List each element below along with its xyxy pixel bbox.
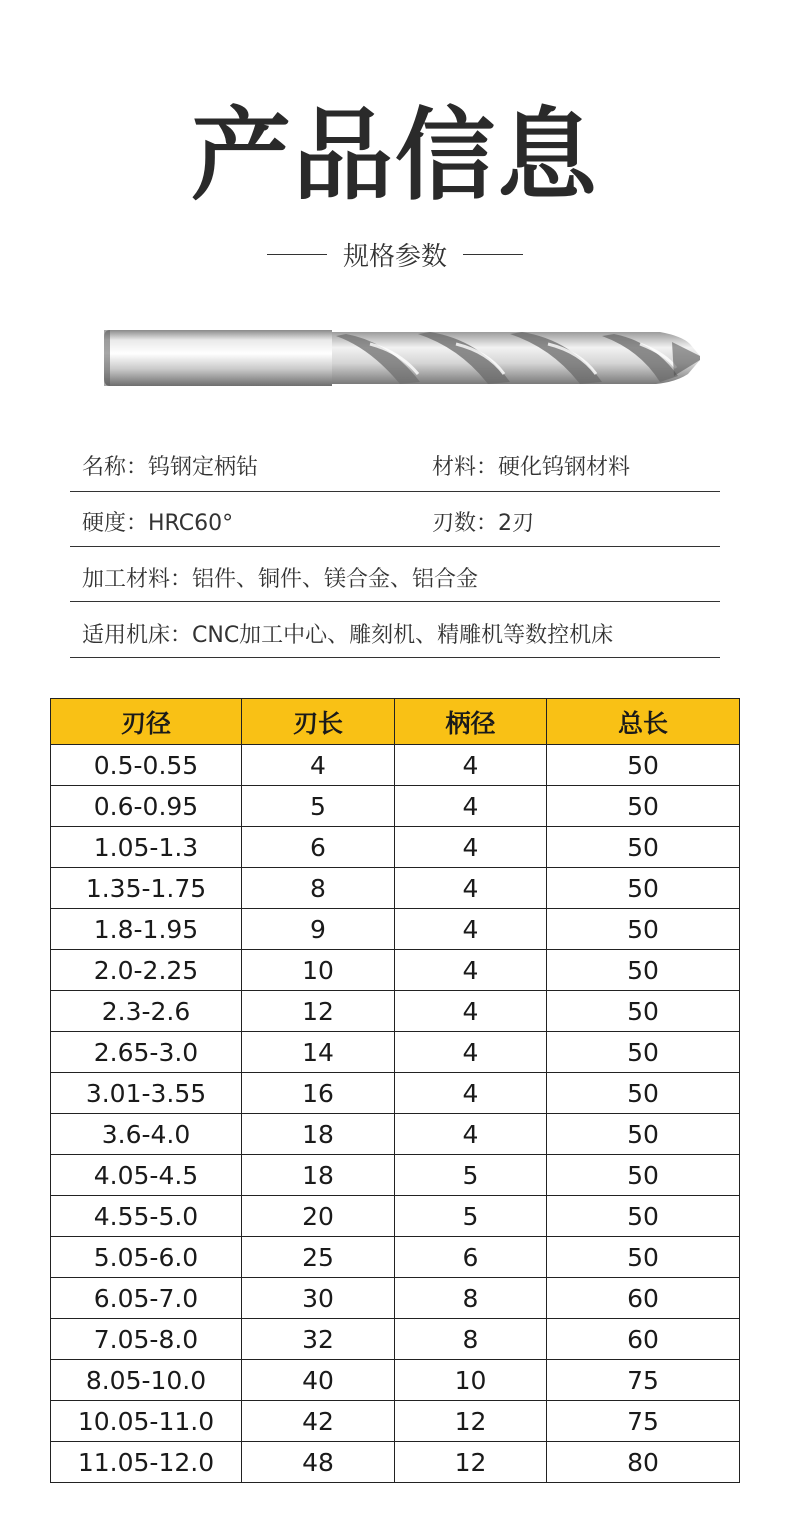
cell-shank-diameter: 4 — [395, 991, 547, 1032]
spec-row-workpiece — [70, 552, 720, 602]
cell-total-length: 50 — [547, 1237, 740, 1278]
cell-blade-length: 48 — [242, 1442, 395, 1483]
cell-total-length: 50 — [547, 1114, 740, 1155]
divider-right — [463, 254, 523, 255]
table-row — [51, 1114, 740, 1155]
spec-applicable-machines: 适用机床：CNC加工中心、雕刻机、精雕机等数控机床 — [82, 623, 614, 648]
spec-row-machines — [70, 608, 720, 658]
table-row — [51, 745, 740, 786]
cell-total-length: 50 — [547, 745, 740, 786]
cell-shank-diameter: 8 — [395, 1319, 547, 1360]
cell-blade-length: 9 — [242, 909, 395, 950]
spec-name: 名称：钨钢定柄钻 — [82, 455, 259, 480]
cell-shank-diameter: 4 — [395, 909, 547, 950]
table-row — [51, 1360, 740, 1401]
cell-total-length: 75 — [547, 1360, 740, 1401]
cell-blade-length: 30 — [242, 1278, 395, 1319]
divider-left — [267, 254, 327, 255]
cell-total-length: 50 — [547, 909, 740, 950]
table-row — [51, 1073, 740, 1114]
table-row — [51, 1032, 740, 1073]
cell-blade-length: 40 — [242, 1360, 395, 1401]
table-row — [51, 786, 740, 827]
cell-shank-diameter: 12 — [395, 1442, 547, 1483]
table-row — [51, 1237, 740, 1278]
table-header-row — [51, 699, 740, 745]
cell-shank-diameter: 10 — [395, 1360, 547, 1401]
cell-total-length: 50 — [547, 950, 740, 991]
cell-total-length: 50 — [547, 786, 740, 827]
cell-blade-length: 20 — [242, 1196, 395, 1237]
cell-total-length: 50 — [547, 827, 740, 868]
table-row — [51, 1155, 740, 1196]
cell-shank-diameter: 5 — [395, 1196, 547, 1237]
cell-shank-diameter: 12 — [395, 1401, 547, 1442]
cell-blade-diameter: 5.05-6.0 — [51, 1237, 242, 1278]
cell-blade-diameter: 7.05-8.0 — [51, 1319, 242, 1360]
cell-shank-diameter: 4 — [395, 786, 547, 827]
cell-blade-diameter: 4.05-4.5 — [51, 1155, 242, 1196]
cell-shank-diameter: 4 — [395, 868, 547, 909]
cell-total-length: 80 — [547, 1442, 740, 1483]
cell-shank-diameter: 6 — [395, 1237, 547, 1278]
col-header-shank-diameter: 柄径 — [395, 699, 547, 745]
cell-blade-length: 32 — [242, 1319, 395, 1360]
table-row — [51, 1196, 740, 1237]
table-row — [51, 1442, 740, 1483]
table-row — [51, 950, 740, 991]
spec-workpiece-material: 加工材料：铝件、铜件、镁合金、铝合金 — [82, 567, 479, 592]
cell-shank-diameter: 4 — [395, 1114, 547, 1155]
cell-total-length: 50 — [547, 1196, 740, 1237]
cell-blade-diameter: 0.6-0.95 — [51, 786, 242, 827]
cell-blade-length: 25 — [242, 1237, 395, 1278]
cell-blade-diameter: 10.05-11.0 — [51, 1401, 242, 1442]
spec-table — [50, 698, 740, 1483]
table-row — [51, 1319, 740, 1360]
table-row — [51, 827, 740, 868]
section-heading — [0, 236, 790, 272]
cell-total-length: 50 — [547, 1073, 740, 1114]
cell-total-length: 50 — [547, 991, 740, 1032]
spec-flutes: 刃数：2刃 — [432, 511, 534, 536]
table-body — [51, 745, 740, 1483]
cell-shank-diameter: 4 — [395, 1032, 547, 1073]
cell-total-length: 50 — [547, 1155, 740, 1196]
cell-blade-length: 16 — [242, 1073, 395, 1114]
cell-blade-length: 14 — [242, 1032, 395, 1073]
cell-blade-diameter: 11.05-12.0 — [51, 1442, 242, 1483]
cell-blade-diameter: 2.3-2.6 — [51, 991, 242, 1032]
cell-total-length: 75 — [547, 1401, 740, 1442]
cell-blade-length: 5 — [242, 786, 395, 827]
col-header-blade-length: 刃长 — [242, 699, 395, 745]
page-title: 产品信息 — [191, 97, 599, 214]
drill-bit-icon — [100, 322, 704, 394]
cell-blade-diameter: 0.5-0.55 — [51, 745, 242, 786]
cell-blade-diameter: 4.55-5.0 — [51, 1196, 242, 1237]
table-row — [51, 1401, 740, 1442]
cell-blade-diameter: 2.0-2.25 — [51, 950, 242, 991]
table-row — [51, 909, 740, 950]
cell-shank-diameter: 4 — [395, 950, 547, 991]
cell-shank-diameter: 5 — [395, 1155, 547, 1196]
spec-row-name-material — [70, 440, 720, 492]
section-subtitle: 规格参数 — [342, 241, 447, 272]
cell-blade-diameter: 2.65-3.0 — [51, 1032, 242, 1073]
spec-material: 材料：硬化钨钢材料 — [432, 455, 631, 480]
cell-blade-length: 4 — [242, 745, 395, 786]
col-header-total-length: 总长 — [547, 699, 740, 745]
cell-shank-diameter: 4 — [395, 745, 547, 786]
table-row — [51, 868, 740, 909]
cell-blade-length: 18 — [242, 1114, 395, 1155]
cell-blade-diameter: 3.6-4.0 — [51, 1114, 242, 1155]
cell-blade-length: 18 — [242, 1155, 395, 1196]
cell-blade-diameter: 3.01-3.55 — [51, 1073, 242, 1114]
cell-blade-length: 6 — [242, 827, 395, 868]
table-row — [51, 991, 740, 1032]
cell-blade-length: 12 — [242, 991, 395, 1032]
cell-blade-length: 8 — [242, 868, 395, 909]
cell-blade-diameter: 1.35-1.75 — [51, 868, 242, 909]
cell-shank-diameter: 8 — [395, 1278, 547, 1319]
cell-blade-length: 42 — [242, 1401, 395, 1442]
cell-blade-diameter: 8.05-10.0 — [51, 1360, 242, 1401]
spec-hardness: 硬度：HRC60° — [82, 511, 234, 536]
cell-blade-length: 10 — [242, 950, 395, 991]
table-row — [51, 1278, 740, 1319]
cell-total-length: 60 — [547, 1319, 740, 1360]
cell-blade-diameter: 1.8-1.95 — [51, 909, 242, 950]
spec-row-hardness-flutes — [70, 496, 720, 547]
cell-shank-diameter: 4 — [395, 1073, 547, 1114]
cell-total-length: 60 — [547, 1278, 740, 1319]
col-header-blade-diameter: 刃径 — [51, 699, 242, 745]
cell-blade-diameter: 1.05-1.3 — [51, 827, 242, 868]
cell-total-length: 50 — [547, 868, 740, 909]
cell-blade-diameter: 6.05-7.0 — [51, 1278, 242, 1319]
cell-total-length: 50 — [547, 1032, 740, 1073]
cell-shank-diameter: 4 — [395, 827, 547, 868]
